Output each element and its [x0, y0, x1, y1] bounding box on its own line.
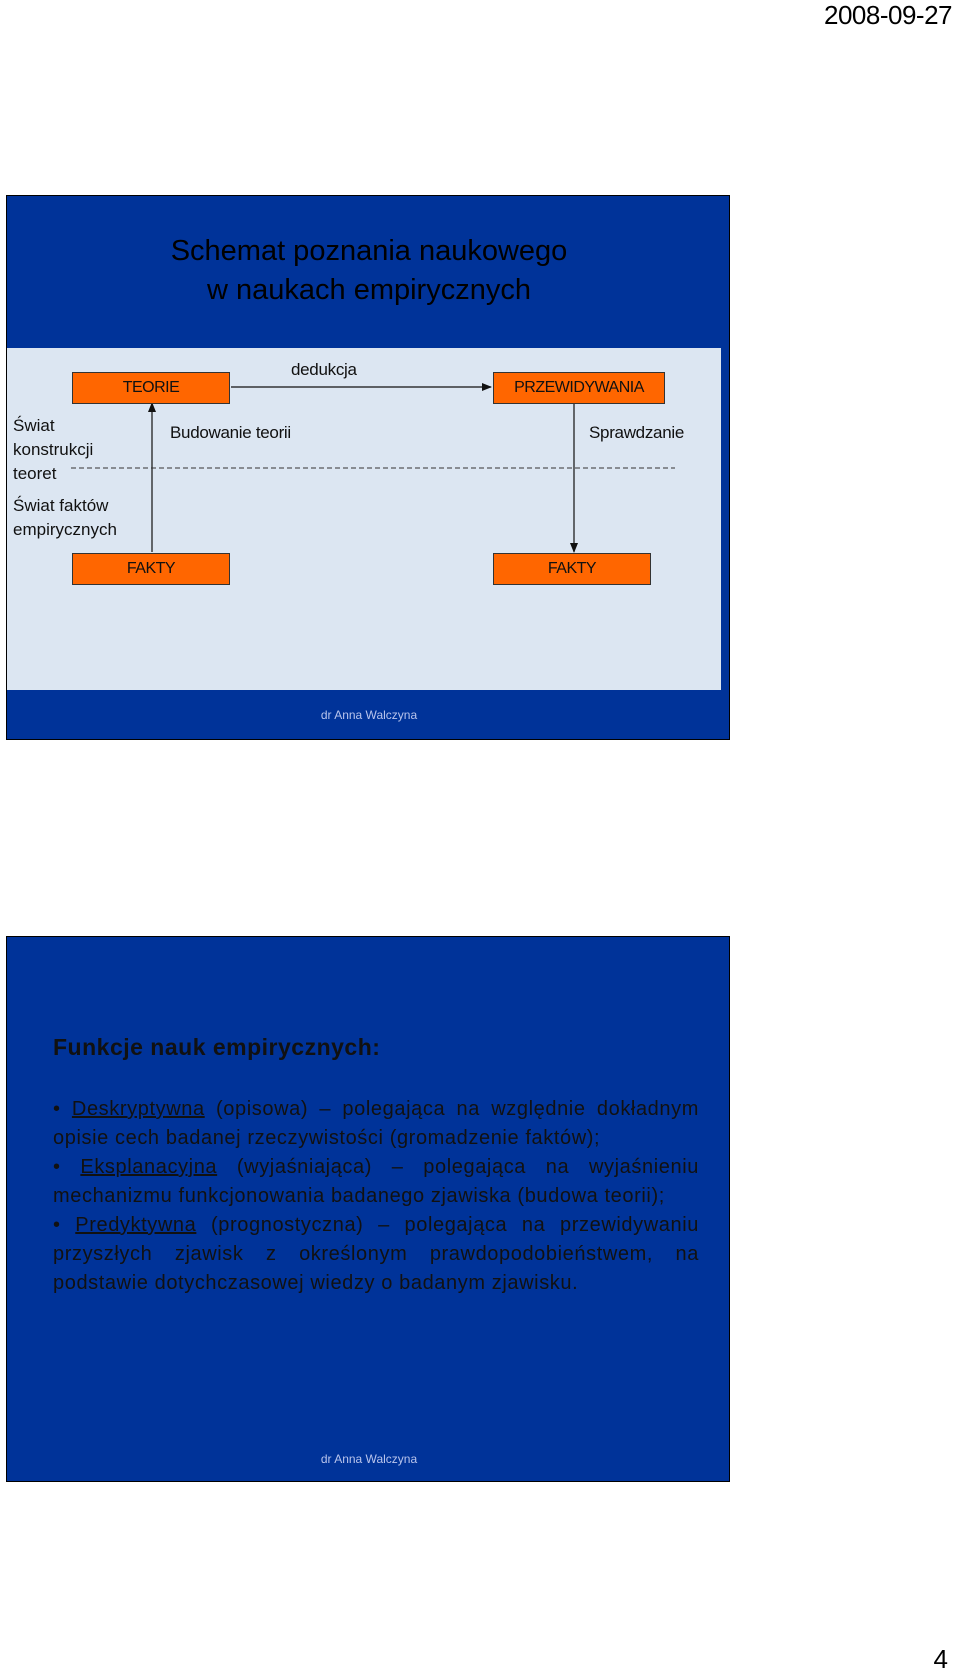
descriptive-term: Deskryptywna: [71, 1098, 205, 1120]
list-item: • Eksplanacyjna (wyjaśniająca) – polegająca na wyjaśnieniu mechanizmu funkcjonowania badanego zjawiska (budowa teorii);: [53, 1156, 699, 1207]
theory-building-label: Budowanie teorii: [170, 423, 291, 442]
explanatory-text: (wyjaśniająca) – polegająca na wyjaśnieniu mechanizmu funkcjonowania badanego zjawiska (budowa teorii);: [53, 1156, 699, 1207]
slide-footer: dr Anna Walczyna: [320, 708, 418, 722]
theory-world-line-3: teoret: [13, 464, 57, 483]
facts-world-line-1: Świat faktów: [13, 496, 109, 515]
slide-scientific-cognition-scheme: [6, 195, 730, 740]
page-number: 4: [933, 1644, 948, 1674]
predictive-text: (prognostyczna) – polegająca na przewidywaniu przyszłych zjawisk z określonym prawdopodobieństwem, na podstawie dotychczasowej wiedzy o badanym zjawisku.: [53, 1214, 699, 1294]
slide-title-line-2: w naukach empirycznych: [207, 274, 531, 306]
slide-empirical-science-functions: [6, 936, 730, 1482]
theory-world-line-2: konstrukcji: [13, 440, 94, 459]
predictions-box: PRZEWIDYWANIA: [493, 372, 665, 404]
facts-right-box: FAKTY: [493, 553, 651, 585]
page-date: 2008-09-27: [824, 0, 952, 30]
deduction-label: dedukcja: [291, 360, 357, 379]
theory-world-line-1: Świat: [13, 416, 55, 435]
cognition-diagram: [7, 348, 721, 690]
explanatory-term: Eksplanacyjna: [80, 1156, 218, 1178]
descriptive-text: (opisowa) – polegająca na względnie dokładnym opisie cech badanej rzeczywistości (gromadzenie faktów);: [53, 1098, 699, 1149]
theories-box: TEORIE: [72, 372, 230, 404]
facts-world-line-2: empirycznych: [13, 520, 117, 539]
slide-title-line-1: Schemat poznania naukowego: [170, 235, 568, 267]
theory-world-label: [13, 414, 93, 486]
slide-heading: Funkcje nauk empirycznych:: [53, 1034, 381, 1060]
list-item: • Deskryptywna (opisowa) – polegająca na względnie dokładnym opisie cech badanej rzeczywistości (gromadzenie faktów);: [53, 1098, 699, 1149]
slide-footer: dr Anna Walczyna: [320, 1452, 418, 1466]
list-item: • Predyktywna (prognostyczna) – polegająca na przewidywaniu przyszłych zjawisk z określonym prawdopodobieństwem, na podstawie dotychczasowej wiedzy o badanym zjawisku.: [53, 1214, 699, 1294]
slide-title: [7, 232, 731, 310]
facts-left-box: FAKTY: [72, 553, 230, 585]
functions-list: [53, 1095, 699, 1298]
verification-label: Sprawdzanie: [589, 423, 684, 442]
predictive-term: Predyktywna: [75, 1214, 197, 1236]
facts-world-label: [13, 494, 117, 542]
